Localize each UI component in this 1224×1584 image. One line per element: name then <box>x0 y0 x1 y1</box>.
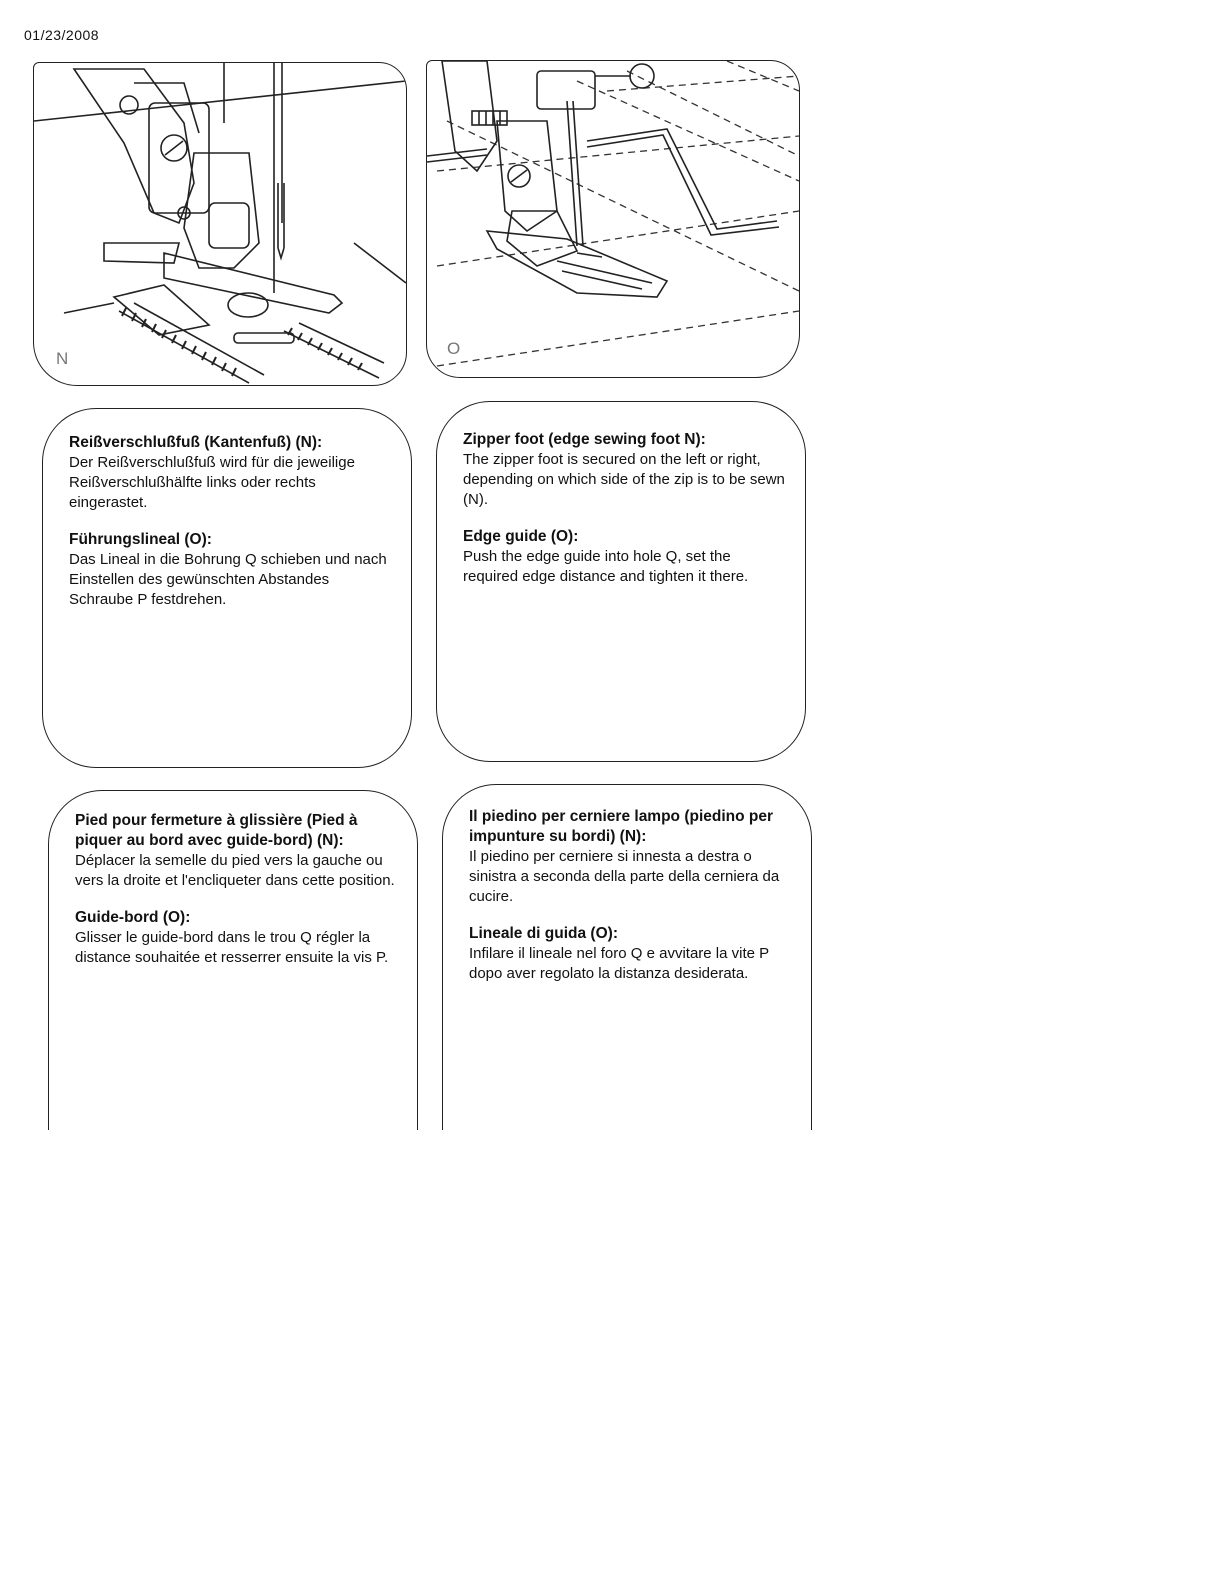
italian-guide-heading: Lineale di guida (O): <box>469 925 618 942</box>
english-instructions-box <box>436 401 806 762</box>
german-guide-text: Das Lineal in die Bohrung Q schieben und nach Einstellen des gewünschten Abstandes Schraube P festdrehen. <box>69 551 387 608</box>
french-instructions-box <box>48 790 418 1130</box>
english-zipper-heading: Zipper foot (edge sewing foot N): <box>463 431 706 448</box>
page-date: 01/23/2008 <box>24 27 100 43</box>
edge-guide-illustration <box>426 60 800 378</box>
german-zipper-heading: Reißverschlußfuß (Kantenfuß) (N): <box>69 434 323 451</box>
english-zipper-text: The zipper foot is secured on the left or right, depending on which side of the zip is to be sewn (N). <box>463 451 785 508</box>
figure-label-o: O <box>447 339 461 358</box>
italian-instructions-box <box>442 784 812 1130</box>
english-guide-text: Push the edge guide into hole Q, set the required edge distance and tighten it there. <box>463 548 749 585</box>
zipper-foot-drawing <box>34 63 406 385</box>
edge-guide-drawing <box>427 61 799 377</box>
german-guide-heading: Führungslineal (O): <box>69 531 212 548</box>
french-zipper-heading: Pied pour fermeture à glissière (Pied à piquer au bord avec guide-bord) (N): <box>75 812 358 849</box>
german-zipper-text: Der Reißverschlußfuß wird für die jeweilige Reißverschlußhälfte links oder rechts eingerastet. <box>69 454 355 511</box>
german-instructions-box <box>42 408 412 768</box>
english-guide-heading: Edge guide (O): <box>463 528 579 545</box>
italian-zipper-text: Il piedino per cerniere si innesta a destra o sinistra a seconda della parte della cerniera da cucire. <box>469 848 780 905</box>
italian-zipper-heading: Il piedino per cerniere lampo (piedino per impunture su bordi) (N): <box>469 808 774 845</box>
french-guide-heading: Guide-bord (O): <box>75 909 191 926</box>
zipper-foot-illustration <box>33 62 407 386</box>
french-zipper-text: Déplacer la semelle du pied vers la gauche ou vers la droite et l'encliqueter dans cette position. <box>75 852 395 889</box>
french-guide-text: Glisser le guide-bord dans le trou Q régler la distance souhaitée et resserrer ensuite la vis P. <box>75 929 389 966</box>
italian-guide-text: Infilare il lineale nel foro Q e avvitare la vite P dopo aver regolato la distanza desiderata. <box>469 945 769 982</box>
figure-label-n: N <box>56 349 69 368</box>
